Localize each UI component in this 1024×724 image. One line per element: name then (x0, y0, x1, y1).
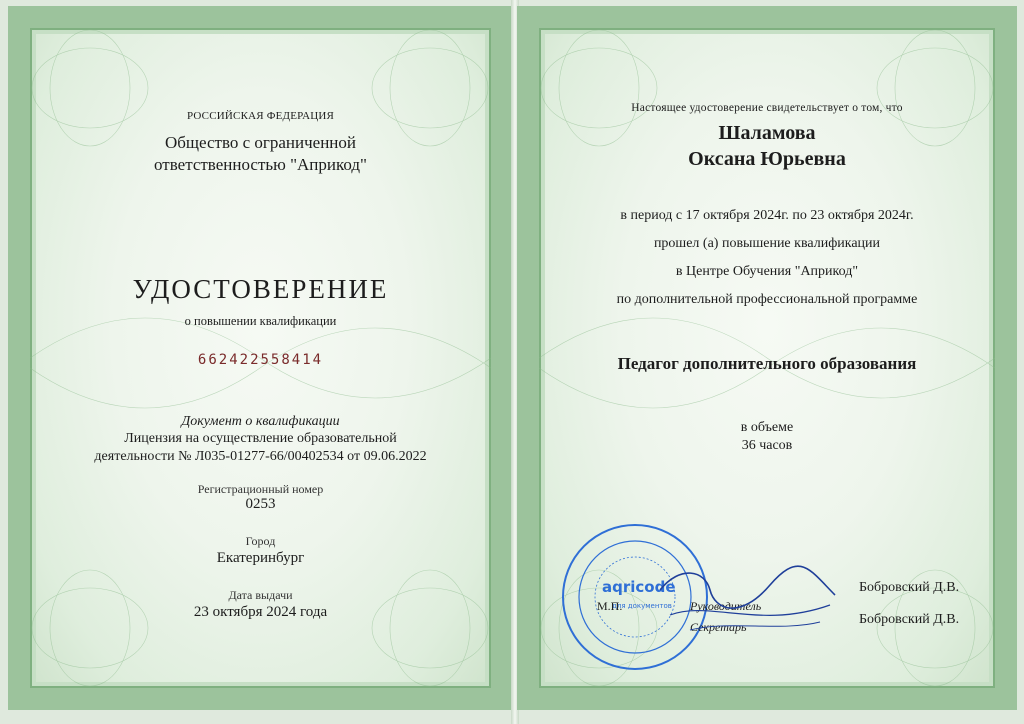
issue-date-label: Дата выдачи (228, 588, 293, 602)
program-intro: по дополнительной профессиональной программе (616, 292, 918, 307)
country-label: РОССИЙСКАЯ ФЕДЕРАЦИЯ (186, 110, 335, 122)
city-label: Город (245, 534, 276, 548)
stamp-brand: aqricode (602, 578, 676, 596)
secretary-name: Бобровский Д.В. (859, 612, 960, 627)
document-subtitle: о повышении квалификации (184, 314, 337, 328)
city-value: Екатеринбург (216, 550, 305, 566)
passed-text: прошел (а) повышение квалификации (653, 236, 881, 251)
registration-label: Регистрационный номер (197, 482, 324, 496)
director-role: Руководитель (690, 599, 762, 613)
holder-given-names: Оксана Юрьевна (688, 148, 846, 170)
license-line-2: деятельности № Л035-01277-66/00402534 от 09.06.2022 (94, 449, 427, 464)
organization-line-2: ответственностью "Априкод" (154, 155, 367, 174)
organization-line-1: Общество с ограниченной (164, 133, 357, 152)
volume-label: в объеме (740, 420, 794, 435)
registration-number: 0253 (245, 496, 276, 512)
program-name: Педагог дополнительного образования (617, 354, 917, 373)
issue-date-value: 23 октября 2024 года (193, 604, 328, 620)
director-name: Бобровский Д.В. (859, 580, 960, 595)
stamp-place-label: М.П. (597, 599, 623, 613)
license-line-1: Лицензия на осуществление образовательной (124, 431, 397, 446)
intro-text: Настоящее удостоверение свидетельствует о том, что (631, 102, 903, 114)
serial-number: 662422558414 (197, 352, 324, 368)
document-type: Документ о квалификации (181, 414, 340, 429)
left-page (8, 6, 513, 710)
stamp-for-docs: для документов (612, 602, 672, 610)
holder-surname: Шаламова (718, 122, 816, 144)
document-title: УДОСТОВЕРЕНИЕ (132, 274, 389, 304)
volume-value: 36 часов (741, 438, 793, 453)
training-center: в Центре Обучения "Априкод" (675, 264, 859, 279)
training-period: в период с 17 октября 2024г. по 23 октября 2024г. (620, 208, 914, 223)
handwritten-signature (650, 560, 840, 640)
secretary-role: Секретарь (690, 620, 747, 634)
